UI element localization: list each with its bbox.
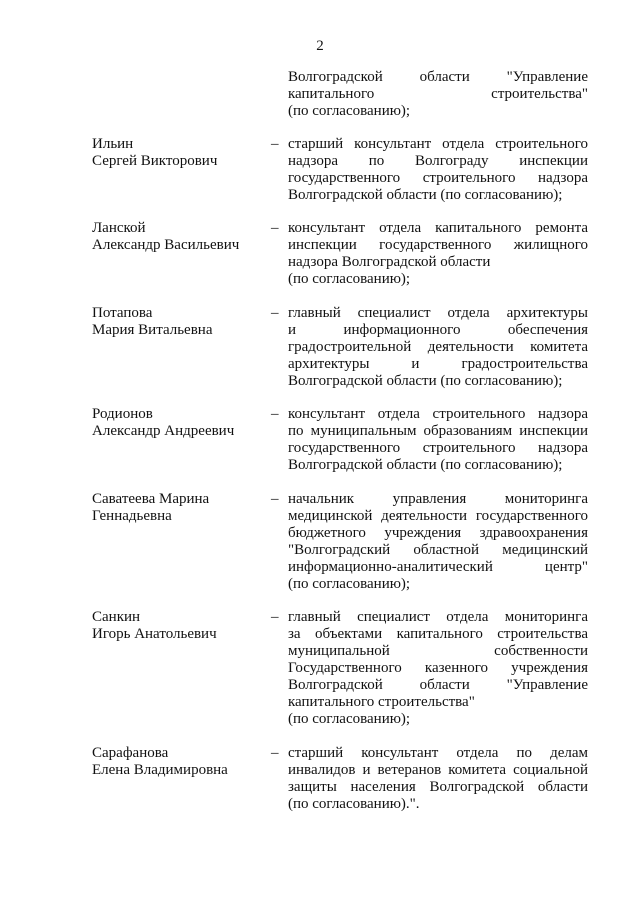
text-line: консультант отдела капитального ремонта	[288, 220, 588, 236]
member-name	[92, 220, 272, 254]
member-name	[92, 305, 272, 339]
member-surname: Потапова	[92, 305, 153, 321]
member-surname: Ланской	[92, 220, 146, 236]
text-line: инспекции государственного жилищного	[288, 237, 588, 253]
text-line: медицинской деятельности государственного	[288, 508, 588, 524]
text-line: Волгоградской области (по согласованию);	[288, 187, 563, 203]
text-line: начальник управления мониторинга	[288, 491, 588, 507]
text-line: (по согласованию).".	[288, 796, 420, 812]
member-name	[92, 491, 272, 525]
continuation-text	[288, 69, 588, 120]
member-given-name: Сергей Викторович	[92, 153, 218, 169]
text-line: капитального строительства"	[288, 86, 588, 102]
dash: –	[271, 136, 279, 152]
member-given-name: Мария Витальевна	[92, 322, 213, 338]
text-line: информационно-аналитический центр"	[288, 559, 588, 575]
text-line: бюджетного учреждения здравоохранения	[288, 525, 588, 541]
member-name	[92, 609, 272, 643]
text-line: инвалидов и ветеранов комитета социальной	[288, 762, 588, 778]
member-position	[288, 745, 588, 813]
text-line: (по согласованию);	[288, 271, 411, 287]
page-number: 2	[316, 38, 324, 54]
text-line: консультант отдела строительного надзора	[288, 406, 588, 422]
member-given-name: Александр Андреевич	[92, 423, 235, 439]
text-line: капитального строительства"	[288, 694, 475, 710]
dash: –	[271, 745, 279, 761]
text-line: старший консультант отдела по делам	[288, 745, 588, 761]
text-line: Волгоградской области "Управление	[288, 677, 588, 693]
text-line: (по согласованию);	[288, 711, 411, 727]
text-line: градостроительной деятельности комитета	[288, 339, 588, 355]
dash: –	[271, 406, 279, 422]
text-line: муниципальной собственности	[288, 643, 588, 659]
member-surname: Родионов	[92, 406, 153, 422]
text-line: (по согласованию);	[288, 103, 411, 119]
member-given-name: Игорь Анатольевич	[92, 626, 217, 642]
member-given-name: Александр Васильевич	[92, 237, 240, 253]
member-name	[92, 406, 272, 440]
dash: –	[271, 491, 279, 507]
member-surname: Сарафанова	[92, 745, 169, 761]
text-line: государственного строительного надзора	[288, 170, 588, 186]
text-line: старший консультант отдела строительного	[288, 136, 588, 152]
dash: –	[271, 609, 279, 625]
dash: –	[271, 220, 279, 236]
dash: –	[271, 305, 279, 321]
member-surname: Ильин	[92, 136, 134, 152]
text-line: (по согласованию);	[288, 576, 411, 592]
member-name	[92, 745, 272, 779]
text-line: государственного строительного надзора	[288, 440, 588, 456]
text-line: Волгоградской области "Управление	[288, 69, 588, 85]
text-line: "Волгоградский областной медицинский	[288, 542, 588, 558]
text-line: главный специалист отдела архитектуры	[288, 305, 588, 321]
text-line: и информационного обеспечения	[288, 322, 588, 338]
text-line: Государственного казенного учреждения	[288, 660, 588, 676]
text-line: главный специалист отдела мониторинга	[288, 609, 588, 625]
text-line: Волгоградской области (по согласованию);	[288, 457, 563, 473]
member-name	[92, 136, 272, 170]
member-surname: Санкин	[92, 609, 141, 625]
member-position	[288, 220, 588, 288]
member-given-name: Геннадьевна	[92, 508, 172, 524]
text-line: за объектами капитального строительства	[288, 626, 588, 642]
text-line: надзора по Волгограду инспекции	[288, 153, 588, 169]
text-line: надзора Волгоградской области	[288, 254, 491, 270]
text-line: по муниципальным образованиям инспекции	[288, 423, 588, 439]
member-position	[288, 305, 588, 390]
member-position	[288, 609, 588, 728]
member-position	[288, 136, 588, 204]
member-position	[288, 406, 588, 474]
member-surname: Саватеева Марина	[92, 491, 210, 507]
text-line: защиты населения Волгоградской области	[288, 779, 588, 795]
member-position	[288, 491, 588, 593]
text-line: архитектуры и градостроительства	[288, 356, 588, 372]
text-line: Волгоградской области (по согласованию);	[288, 373, 563, 389]
member-given-name: Елена Владимировна	[92, 762, 228, 778]
